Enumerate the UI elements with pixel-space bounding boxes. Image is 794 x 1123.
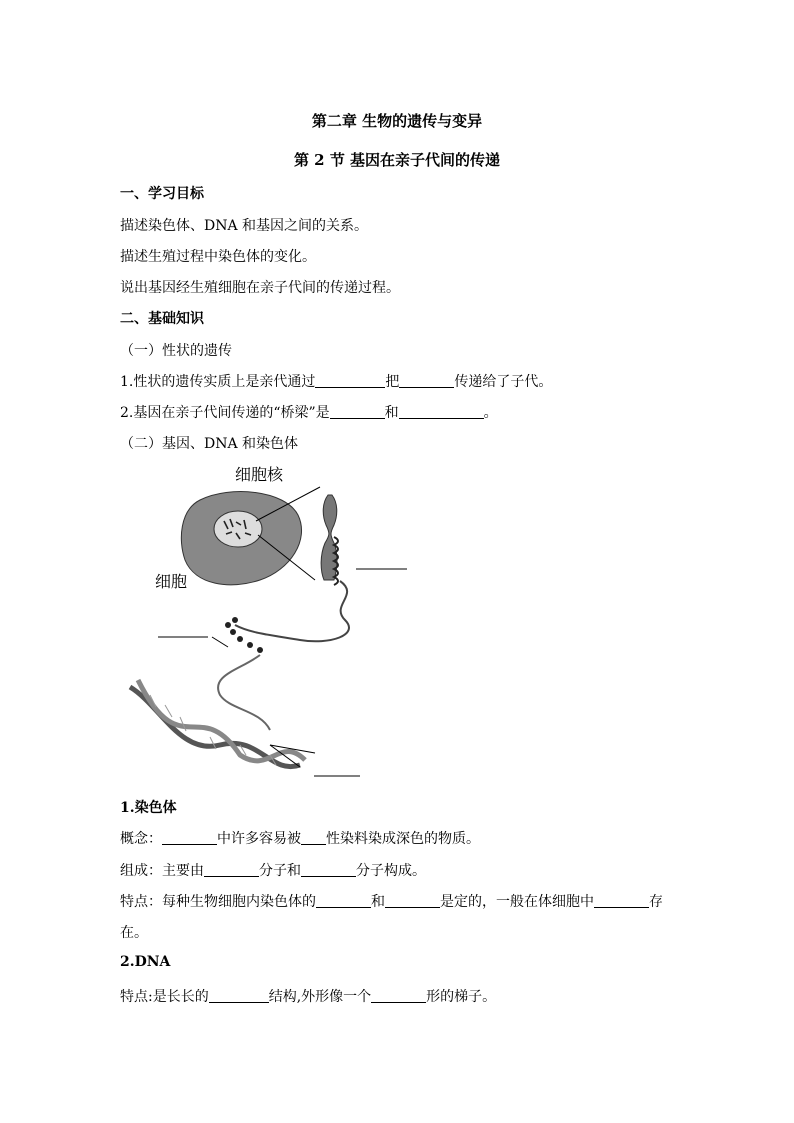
dna-text-b: 结构,外形像一个 xyxy=(268,989,372,1005)
feat-blank-3[interactable] xyxy=(594,893,649,908)
heading-objectives: 一、学习目标 xyxy=(120,186,204,202)
q1-blank-1[interactable] xyxy=(315,373,385,388)
concept-text-c: 性染料染成深色的物质。 xyxy=(326,831,480,847)
nucleus-shape xyxy=(214,511,262,547)
objective-2: 描述生殖过程中染色体的变化。 xyxy=(120,249,316,265)
concept-text-b: 中许多容易被 xyxy=(217,831,301,847)
heading-basics: 二、基础知识 xyxy=(120,311,204,327)
feat-blank-2[interactable] xyxy=(385,893,440,908)
q2-blank-1[interactable] xyxy=(330,404,385,419)
chromosome-features xyxy=(120,891,663,911)
chromosome-dna-diagram xyxy=(120,455,420,790)
page-title: 第二章 生物的遗传与变异 xyxy=(311,112,483,130)
q1-blank-2[interactable] xyxy=(399,373,454,388)
feat-text-d: 存 xyxy=(649,894,663,910)
nucleus-label: 细胞核 xyxy=(235,465,284,484)
comp-blank-2[interactable] xyxy=(301,862,356,877)
feat-text-a: 特点：每种生物细胞内染色体的 xyxy=(120,894,316,910)
subheading-gene-dna: （二）基因、DNA 和染色体 xyxy=(120,436,299,452)
objective-1: 描述染色体、DNA 和基因之间的关系。 xyxy=(120,218,369,234)
heading-chromosome: 1.染色体 xyxy=(120,800,177,816)
chromosome-concept xyxy=(120,828,480,848)
chromatin-fiber xyxy=(235,581,349,641)
subheading-traits: （一）性状的遗传 xyxy=(120,343,232,359)
comp-text-b: 分子和 xyxy=(259,863,301,879)
q2-text-a: 2.基因在亲子代间传递的“桥梁”是 xyxy=(120,405,330,421)
pointer-chromatin xyxy=(212,637,228,647)
dna-text-c: 形的梯子。 xyxy=(426,989,497,1005)
comp-text-a: 组成：主要由 xyxy=(120,863,204,879)
section-title: 第 2 节 基因在亲子代间的传递 xyxy=(293,151,501,169)
feat-blank-1[interactable] xyxy=(316,893,371,908)
heading-dna: 2.DNA xyxy=(120,954,171,970)
nucleosome-beads xyxy=(225,617,263,653)
chromosome-composition xyxy=(120,860,426,880)
question-1 xyxy=(120,371,552,391)
objective-3: 说出基因经生殖细胞在亲子代间的传递过程。 xyxy=(120,280,400,296)
dna-blank-1[interactable] xyxy=(209,988,269,1003)
dna-coil-link xyxy=(218,655,270,730)
concept-blank-2[interactable] xyxy=(301,830,326,845)
feat-text-b: 和 xyxy=(371,894,385,910)
q2-text-b: 和 xyxy=(384,405,399,421)
dna-blank-2[interactable] xyxy=(371,988,426,1003)
chromosome-features-cont: 在。 xyxy=(120,925,148,941)
question-2 xyxy=(120,402,498,422)
comp-text-c: 分子构成。 xyxy=(356,863,426,879)
q1-text-b: 把 xyxy=(385,374,400,390)
dna-text-a: 特点:是长长的 xyxy=(120,989,209,1005)
q2-text-c: 。 xyxy=(483,405,498,421)
q1-text-c: 传递给了子代。 xyxy=(454,374,553,390)
q2-blank-2[interactable] xyxy=(399,404,484,419)
concept-text-a: 概念： xyxy=(120,831,162,847)
concept-blank-1[interactable] xyxy=(162,830,217,845)
comp-blank-1[interactable] xyxy=(204,862,259,877)
dna-features xyxy=(120,986,496,1006)
q1-text-a: 1.性状的遗传实质上是亲代通过 xyxy=(120,374,316,390)
cell-label: 细胞 xyxy=(155,572,188,591)
feat-text-c: 是定的，一般在体细胞中 xyxy=(440,894,594,910)
